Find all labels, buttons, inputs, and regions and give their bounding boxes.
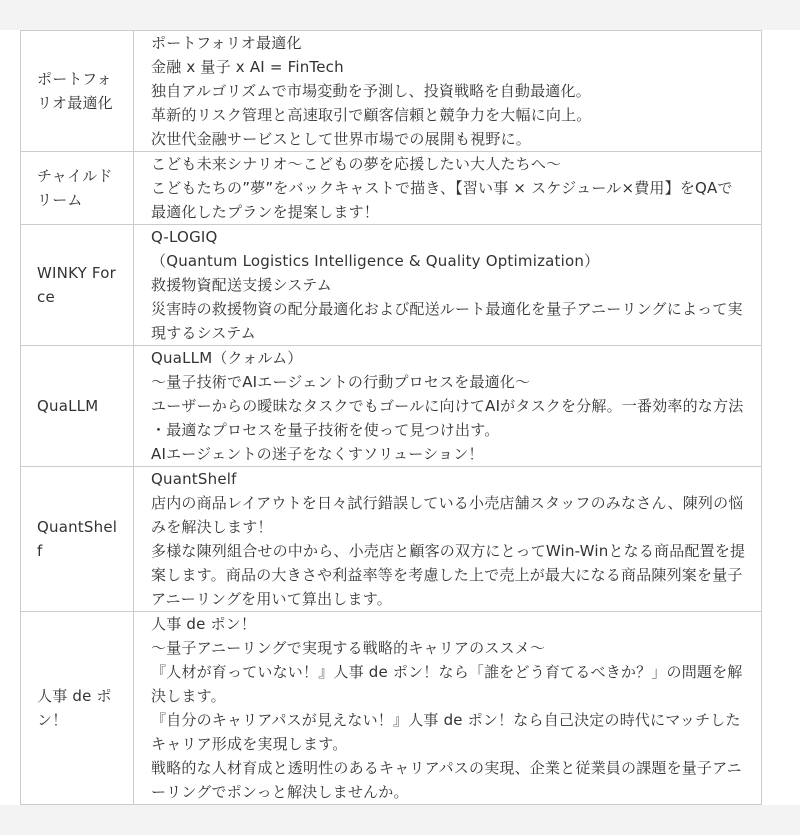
description-line: 人事 de ポン！: [151, 615, 257, 633]
description-line: みを解決します！: [151, 518, 273, 536]
team-name-cell: 人事 de ポン！: [21, 612, 134, 805]
description-line: QuantShelf: [151, 470, 237, 488]
description-line: QuaLLM（クォルム）: [151, 349, 303, 367]
description-cell: [134, 346, 762, 467]
description-line: 革新的リスク管理と高速取引で顧客信頼と競争力を大幅に向上。: [151, 106, 592, 124]
description-cell: [134, 225, 762, 346]
team-name-cell: QuaLLM: [21, 346, 134, 467]
table-row: [21, 346, 762, 467]
description-line: Q-LOGIQ: [151, 228, 218, 246]
table-row: [21, 31, 762, 152]
team-table-body: [21, 31, 762, 805]
description-cell: [134, 467, 762, 612]
team-table: [20, 30, 762, 805]
team-name-cell: QuantShelf: [21, 467, 134, 612]
description-line: ～量子アニーリングで実現する戦略的キャリアのススメ～: [151, 639, 546, 657]
description-line: ユーザーからの曖昧なタスクでもゴールに向けてAIがタスクを分解。一番効率的な方法: [151, 397, 744, 415]
table-row: [21, 225, 762, 346]
description-cell: [134, 612, 762, 805]
description-line: ～量子技術でAIエージェントの行動プロセスを最適化～: [151, 373, 531, 391]
description-line: 現するシステム: [151, 324, 256, 342]
description-line: ・最適なプロセスを量子技術を使って見つけ出す。: [151, 421, 500, 439]
description-line: アニーリングを用いて算出します。: [151, 590, 392, 608]
description-line: 金融 x 量子 x AI = FinTech: [151, 58, 344, 76]
team-name-cell: ポートフォリオ最適化: [21, 31, 134, 152]
top-margin-band: [0, 0, 800, 30]
description-line: 決します。: [151, 687, 226, 705]
description-line: 次世代金融サービスとして世界市場での展開も視野に。: [151, 130, 532, 148]
table-row: [21, 152, 762, 225]
description-line: 『人材が育っていない！』人事 de ポン！なら「誰をどう育てるべきか？」の問題を解: [151, 663, 743, 681]
description-line: 店内の商品レイアウトを日々試行錯誤している小売店舗スタッフのみなさん、陳列の悩: [151, 494, 744, 512]
description-line: 多様な陳列組合せの中から、小売店と顧客の双方にとってWin-Winとなる商品配置を提: [151, 542, 746, 560]
description-line: （Quantum Logistics Intelligence & Quality Optimization）: [151, 252, 600, 270]
description-line: ポートフォリオ最適化: [151, 34, 302, 52]
description-cell: [134, 31, 762, 152]
description-line: ーリングでポンっと解決しませんか。: [151, 783, 409, 801]
description-line: 案します。商品の大きさや利益率等を考慮した上で売上が最大になる商品陳列案を量子: [151, 566, 743, 584]
table-row: [21, 467, 762, 612]
description-line: 災害時の救援物資の配分最適化および配送ルート最適化を量子アニーリングによって実: [151, 300, 743, 318]
description-cell: [134, 152, 762, 225]
team-name-cell: WINKY Force: [21, 225, 134, 346]
description-line: 独自アルゴリズムで市場変動を予測し、投資戦略を自動最適化。: [151, 82, 591, 100]
table-row: [21, 612, 762, 805]
description-line: 戦略的な人材育成と透明性のあるキャリアパスの実現、企業と従業員の課題を量子アニ: [151, 759, 742, 777]
description-line: 『自分のキャリアパスが見えない！』人事 de ポン！なら自己決定の時代にマッチした: [151, 711, 741, 729]
description-line: こども未来シナリオ～こどもの夢を応援したい大人たちへ～: [151, 155, 562, 173]
description-line: こどもたちの”夢”をバックキャストで描き、【習い事 × スケジュール×費用】をQAで: [151, 179, 733, 197]
team-name-cell: チャイルドリーム: [21, 152, 134, 225]
description-line: 最適化したプランを提案します！: [151, 203, 380, 221]
description-line: 救援物資配送支援システム: [151, 276, 332, 294]
description-line: キャリア形成を実現します。: [151, 735, 348, 753]
bottom-margin-band: [0, 805, 800, 835]
description-line: AIエージェントの迷子をなくすソリューション！: [151, 445, 484, 463]
